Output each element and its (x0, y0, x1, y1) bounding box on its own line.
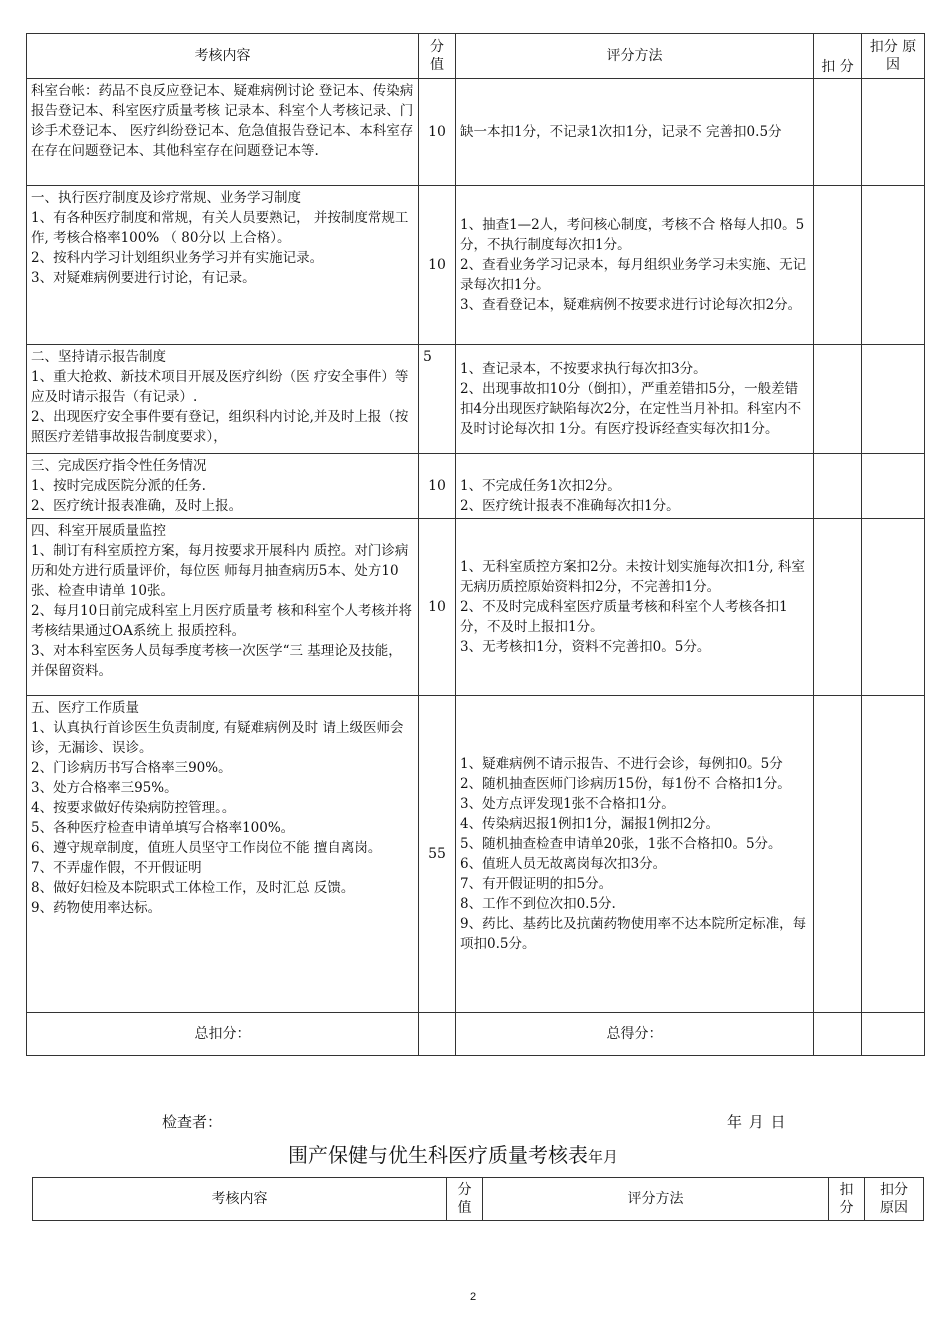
row-content: 二、坚持请示报告制度 1、重大抢救、新技术项目开展及医疗纠纷（医 疗安全事件）等应及时请示报告（有记录）. 2、出现医疗安全事件要有登记，组织科内讨论,并及时上报（按照医疗差错事故报告制度要求）， (27, 345, 419, 454)
header-reason: 扣分 原 因 (862, 34, 925, 79)
table-row (27, 79, 925, 186)
header2-reason: 扣分 原因 (865, 1178, 924, 1221)
second-table-title (288, 1139, 618, 1168)
row-content: 五、医疗工作质量 1、认真执行首诊医生负责制度, 有疑难病例及时 请上级医师会诊，无漏诊、误诊。 2、门诊病历书写合格率三90%。 3、处方合格率三95%。 4、按要求做好传染病防控管理。。 5、各种医疗检查申请单填写合格率100%。 6、遵守规章制度，值班人员坚守工作岗位不能 擅自离岗。 7、不弄虚作假，不开假证明 8、做好妇检及本院职式工体检工作，及时汇总 反馈。 9、药物使用率达标。 (27, 696, 419, 1013)
row-reason-cell (862, 345, 925, 454)
row-score: 5 (419, 345, 456, 454)
second-assessment-table (32, 1177, 924, 1221)
assessment-table (26, 33, 925, 1056)
header2-method: 评分方法 (483, 1178, 829, 1221)
row-score: 55 (419, 696, 456, 1013)
table-header-row (27, 34, 925, 79)
row-method: 1、查记录本，不按要求执行每次扣3分。 2、出现事故扣10分（倒扣），严重差错扣5分，一般差错扣4分出现医疗缺陷每次2分，在定性当月补扣。科室内不及时讨论每次扣 1分。有医疗投诉经查实每次扣1分。 (456, 345, 814, 454)
header-content: 考核内容 (27, 34, 419, 79)
header2-score: 分 值 (447, 1178, 483, 1221)
total-reason-cell (862, 1013, 925, 1056)
row-method: 1、抽查1—2人，考问核心制度，考核不合 格每人扣0。5分，不执行制度每次扣1分。 2、查看业务学习记录本，每月组织业务学习未实施、无记录每次扣1分。 3、查看登记本，疑难病例不按要求进行讨论每次扣2分。 (456, 186, 814, 345)
row-deduct-cell (814, 186, 862, 345)
total-deduct-cell (814, 1013, 862, 1056)
row-method: 1、无科室质控方案扣2分。未按计划实施每次扣1分, 科室无病历质控原始资料扣2分，不完善扣1分。 2、不及时完成科室医疗质量考核和科室个人考核各扣1分，不及时上报扣1分。 3、无考核扣1分，资料不完善扣0。5分。 (456, 519, 814, 696)
header2-content: 考核内容 (33, 1178, 447, 1221)
row-reason-cell (862, 454, 925, 519)
row-deduct-cell (814, 519, 862, 696)
row-reason-cell (862, 79, 925, 186)
row-score: 10 (419, 454, 456, 519)
header-method: 评分方法 (456, 34, 814, 79)
row-score: 10 (419, 186, 456, 345)
row-reason-cell (862, 186, 925, 345)
table-row (27, 696, 925, 1013)
table-row (27, 345, 925, 454)
row-reason-cell (862, 519, 925, 696)
row-deduct-cell (814, 696, 862, 1013)
header-deduct: 扣 分 (814, 34, 862, 79)
header2-deduct: 扣 分 (829, 1178, 865, 1221)
page-number: 2 (470, 1291, 477, 1303)
row-method: 缺一本扣1分，不记录1次扣1分，记录不 完善扣0.5分 (456, 79, 814, 186)
row-deduct-cell (814, 345, 862, 454)
second-table-header-row (33, 1178, 924, 1221)
date-label: 年 月 日 (727, 1113, 787, 1131)
row-method: 1、疑难病例不请示报告、不进行会诊，每例扣0。5分 2、随机抽查医师门诊病历15份，每1份不 合格扣1分。 3、处方点评发现1张不合格扣1分。 4、传染病迟报1例扣1分，漏报1例扣2分。 5、随机抽查检查申请单20张，1张不合格扣0。5分。 6、值班人员无故离岗每次扣3分。 7、有开假证明的扣5分。 8、工作不到位次扣0.5分. 9、药比、基药比及抗菌药物使用率不达本院所定标准，每项扣0.5分。 (456, 696, 814, 1013)
row-method: 1、不完成任务1次扣2分。 2、医疗统计报表不准确每次扣1分。 (456, 454, 814, 519)
total-deduct-score-cell (419, 1013, 456, 1056)
table-footer-row (27, 1013, 925, 1056)
table-row (27, 186, 925, 345)
row-content: 三、完成医疗指令性任务情况 1、按时完成医院分派的任务. 2、医疗统计报表准确，及时上报。 (27, 454, 419, 519)
second-title-sub: 年月 (588, 1148, 619, 1166)
row-reason-cell (862, 696, 925, 1013)
row-deduct-cell (814, 79, 862, 186)
row-content: 四、科室开展质量监控 1、制订有科室质控方案，每月按要求开展科内 质控。对门诊病历和处方进行质量评价，每位医 师每月抽查病历5本、处方10张、检查申请单 10张。 2、每月10日前完成科室上月医疗质量考 核和科室个人考核并将考核结果通过OA系统上 报质控科。 3、对本科室医务人员每季度考核一次医学“三 基理论及技能，并保留资料。 (27, 519, 419, 696)
second-title-main: 围产保健与优生科医疗质量考核表 (288, 1143, 588, 1167)
header-score: 分 值 (419, 34, 456, 79)
table-row (27, 519, 925, 696)
total-score-label: 总得分： (456, 1013, 814, 1056)
row-score: 10 (419, 519, 456, 696)
table-row (27, 454, 925, 519)
inspector-label: 检查者： (162, 1113, 223, 1131)
row-content: 一、执行医疗制度及诊疗常规、业务学习制度 1、有各种医疗制度和常规，有关人员要熟记， 并按制度常规工作, 考核合格率100% （ 80分以 上合格）。 2、按科内学习计划组织业务学习并有实施记录。 3、对疑难病例要进行讨论，有记录。 (27, 186, 419, 345)
row-content: 科室台帐：药品不良反应登记本、疑难病例讨论 登记本、传染病报告登记本、科室医疗质量考核 记录本、科室个人考核记录、门诊手术登记本、 医疗纠纷登记本、危急值报告登记本、本科室存 在存在问题登记本、其他科室存在问题登记本等. (27, 79, 419, 186)
row-score: 10 (419, 79, 456, 186)
total-deduct-label: 总扣分： (27, 1013, 419, 1056)
row-deduct-cell (814, 454, 862, 519)
